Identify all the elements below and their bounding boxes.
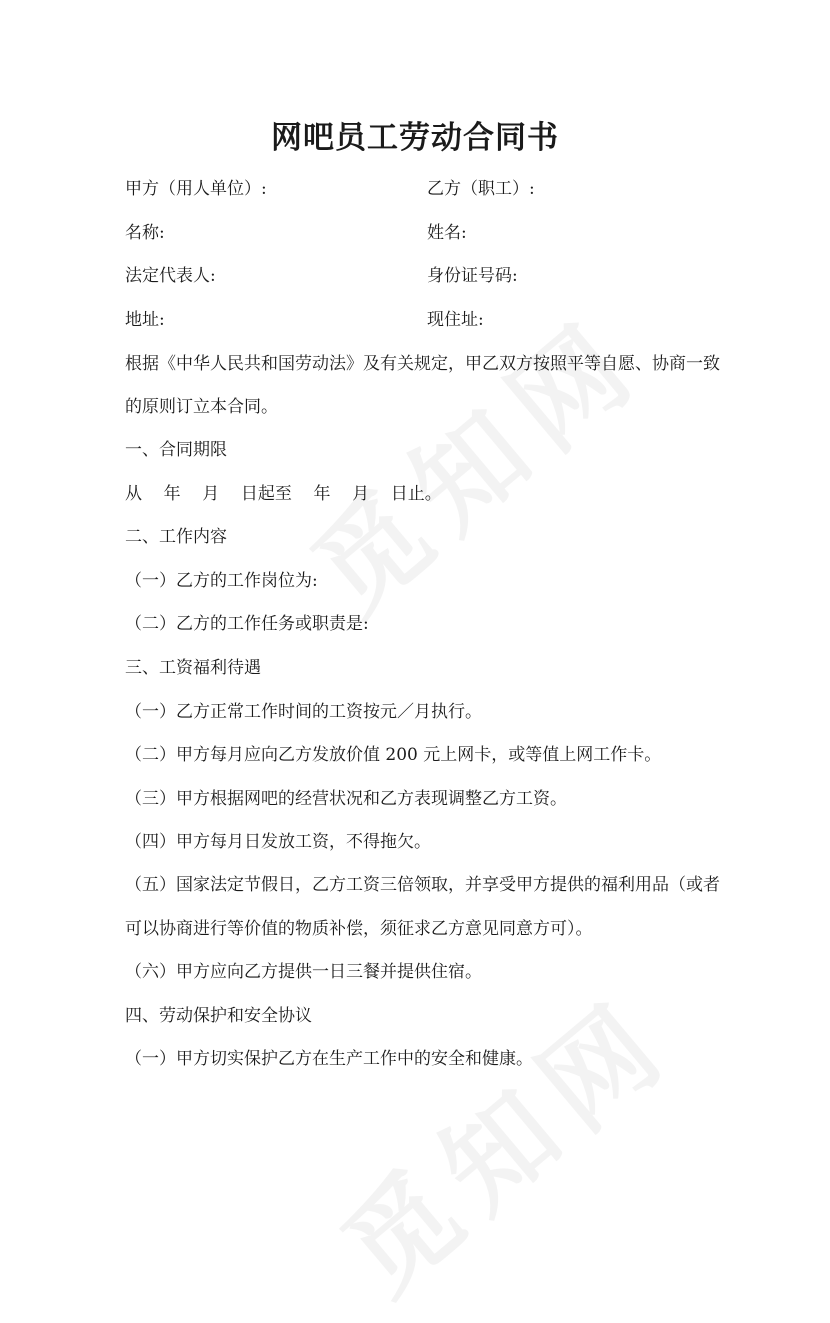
section2-title: 二、工作内容 [125,527,227,547]
section3-item2: （二）甲方每月应向乙方发放价值 200 元上网卡，或等值上网工作卡。 [125,745,662,765]
preamble-line-1: 根据《中华人民共和国劳动法》及有关规定，甲乙双方按照平等自愿、协商一致 [125,354,720,374]
section3-item1: （一）乙方正常工作时间的工资按元／月执行。 [125,702,482,722]
name-label: 名称: [125,223,165,243]
watermark-bottom [304,955,700,1323]
section2-item1: （一）乙方的工作岗位为: [125,571,318,591]
section3-item3: （三）甲方根据网吧的经营状况和乙方表现调整乙方工资。 [125,789,567,809]
section3-title: 三、工资福利待遇 [125,658,261,678]
section3-item6: （六）甲方应向乙方提供一日三餐并提供住宿。 [125,962,482,982]
party-b-label: 乙方（职工）: [427,179,535,199]
worker-name-label: 姓名: [427,223,467,243]
section1-line: 从 年 月 日起至 年 月 日止。 [125,484,442,504]
party-a-label: 甲方（用人单位）: [125,179,267,199]
section3-item5-line2: 可以协商进行等价值的物质补偿，须征求乙方意见同意方可）。 [125,919,593,939]
preamble-line-2: 的原则订立本合同。 [125,397,278,417]
section4-item1: （一）甲方切实保护乙方在生产工作中的安全和健康。 [125,1049,533,1069]
document-title: 网吧员工劳动合同书 [271,120,559,156]
id-number-label: 身份证号码: [427,266,518,286]
current-address-label: 现住址: [427,310,484,330]
section3-item5-line1: （五）国家法定节假日，乙方工资三倍领取，并享受甲方提供的福利用品（或者 [125,875,720,895]
section2-item2: （二）乙方的工作任务或职责是: [125,614,369,634]
legal-rep-label: 法定代表人: [125,266,216,286]
section3-item4: （四）甲方每月日发放工资，不得拖欠。 [125,832,431,852]
section1-title: 一、合同期限 [125,440,227,460]
section4-title: 四、劳动保护和安全协议 [125,1006,312,1026]
address-label: 地址: [125,310,165,330]
